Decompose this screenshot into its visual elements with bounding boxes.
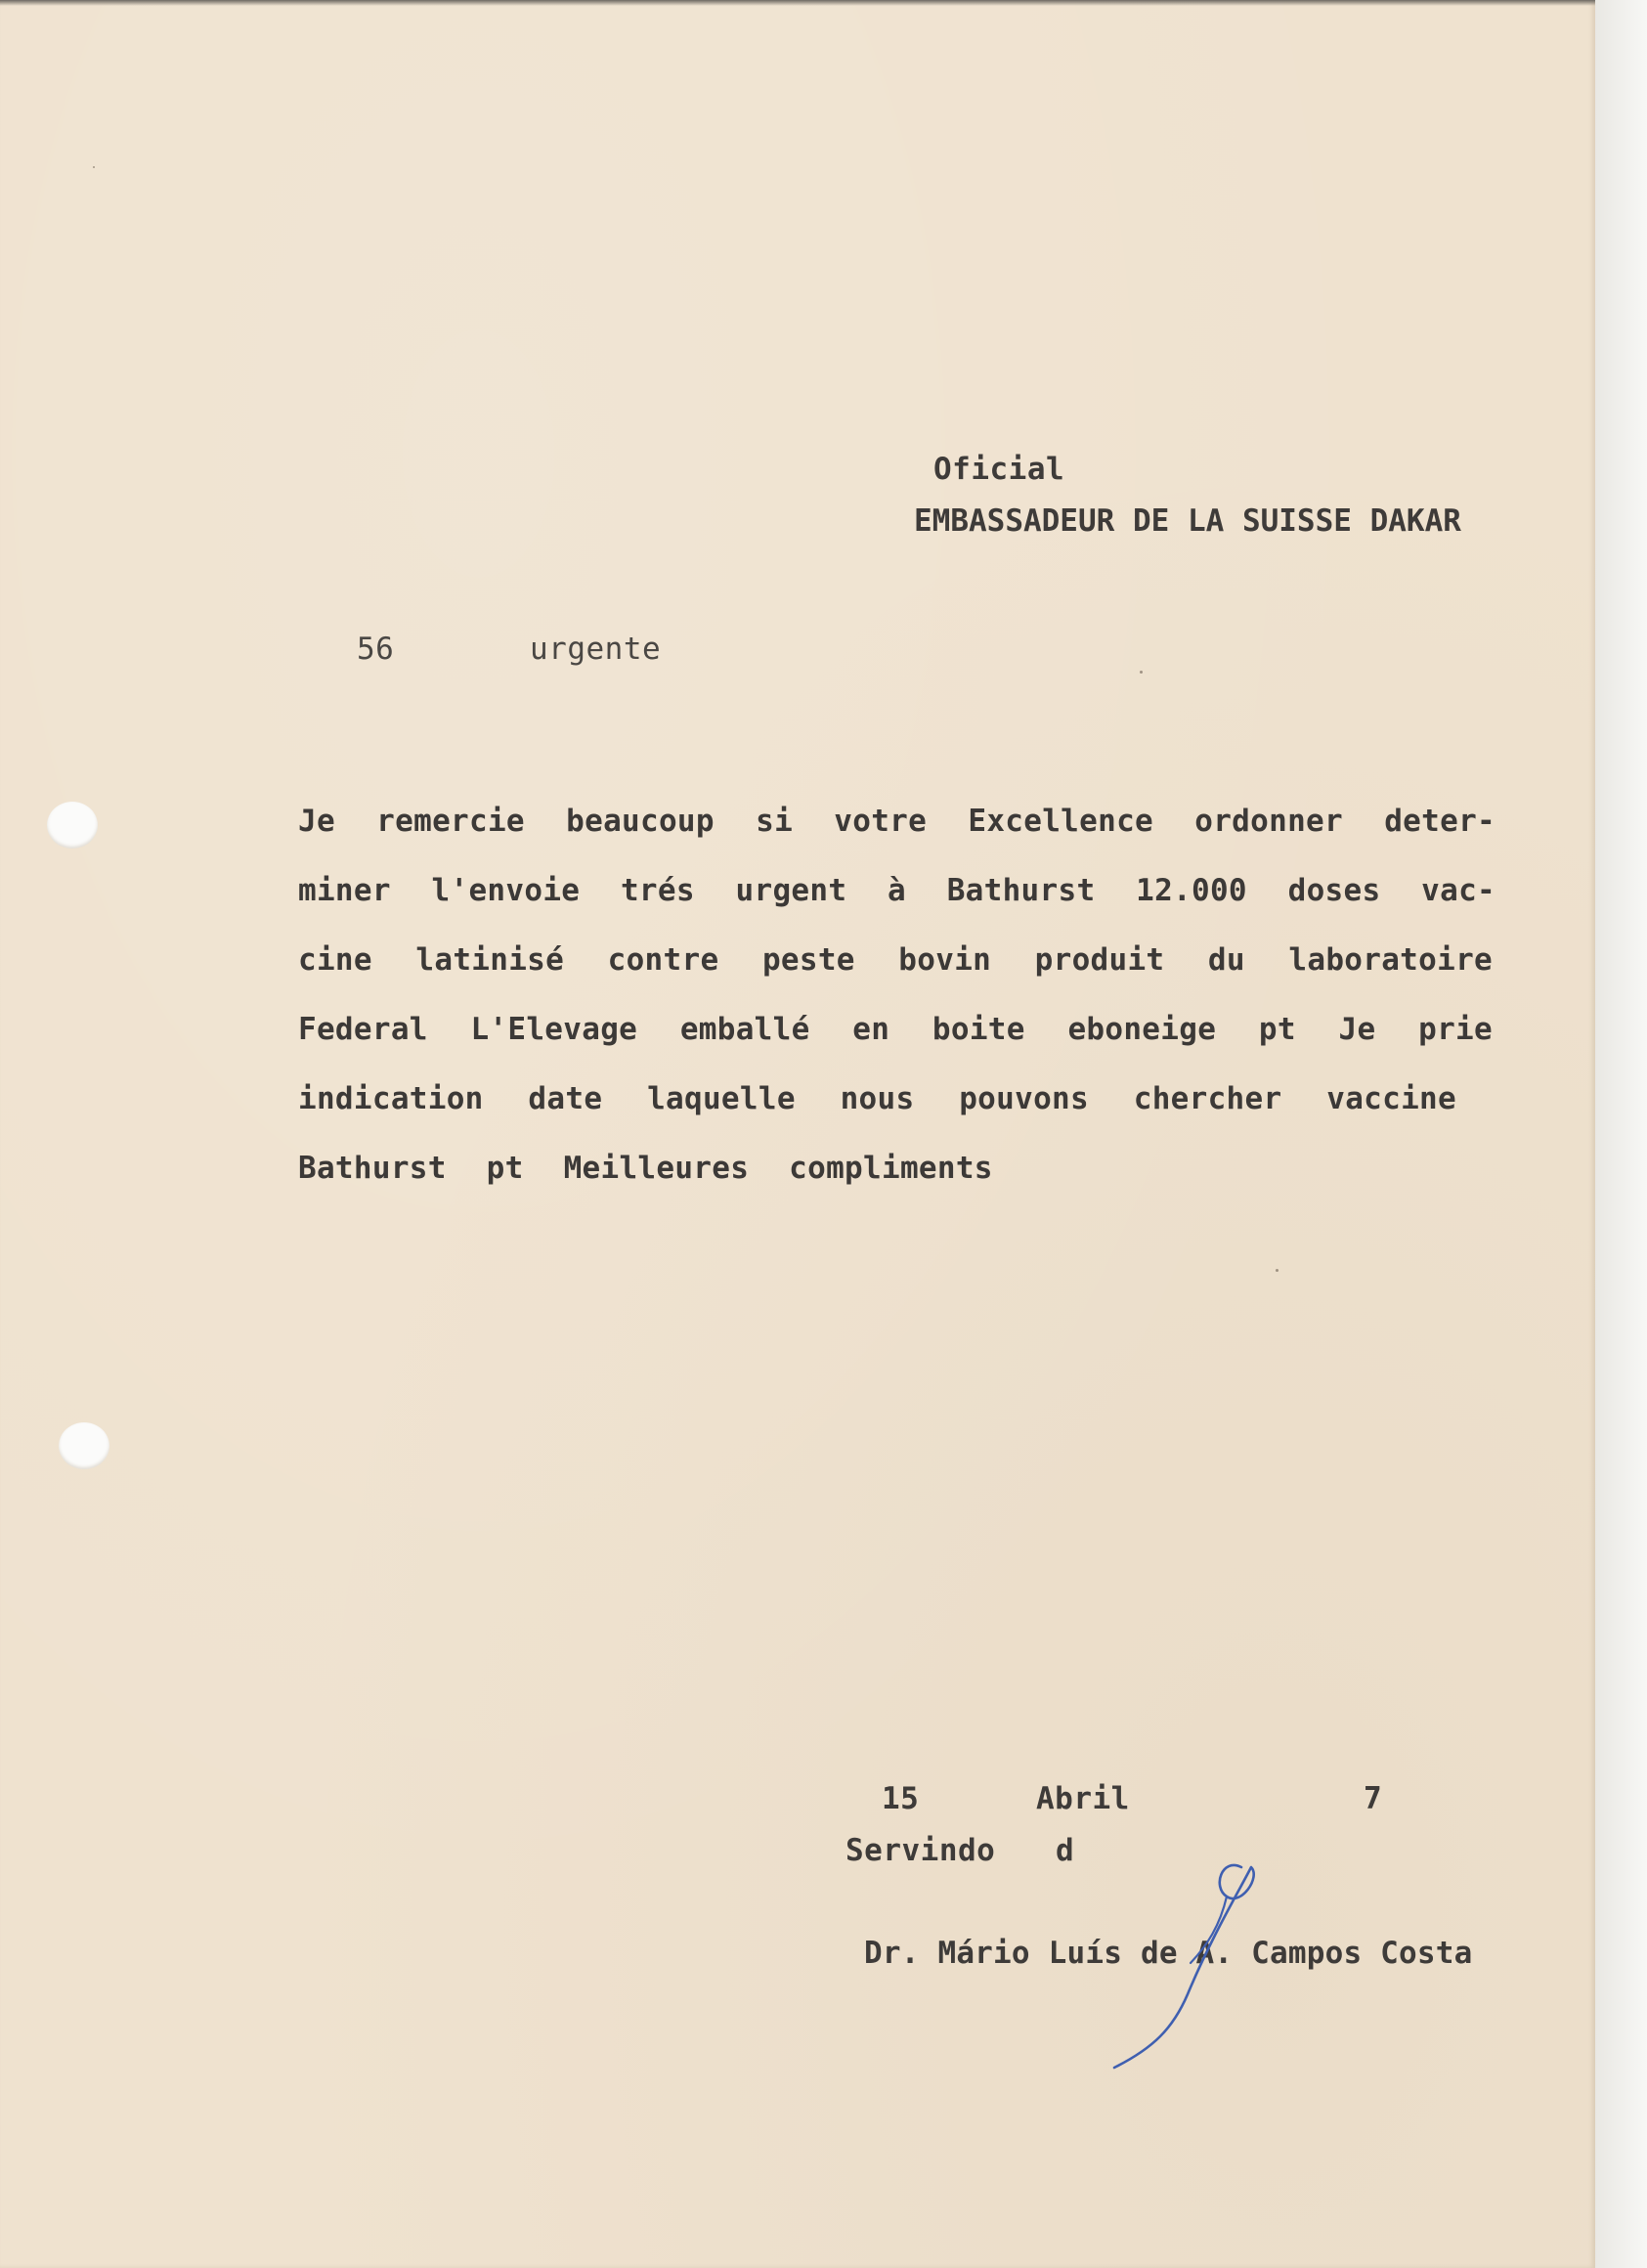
date-month: Abril <box>1036 1781 1130 1816</box>
date-year-digit: 7 <box>1364 1781 1383 1816</box>
servindo-label: Servindo <box>845 1833 996 1868</box>
servindo-letter: d <box>1056 1833 1075 1868</box>
top-edge-shadow <box>0 0 1595 6</box>
scan-background-edge <box>1595 0 1647 2268</box>
signatory-name: Dr. Mário Luís de A. Campos Costa <box>864 1936 1473 1971</box>
paper-speck <box>1140 671 1143 674</box>
message-line: Bathurst pt Meilleures compliments <box>298 1151 993 1186</box>
signature-mark <box>1095 1848 1310 2082</box>
message-line: indication date laquelle nous pouvons chercher vaccine <box>298 1081 1456 1116</box>
punch-hole-top <box>47 802 98 849</box>
punch-hole-bottom <box>59 1422 109 1469</box>
message-line: Federal L'Elevage emballé en boite eboneige pt Je prie <box>298 1012 1493 1047</box>
message-line: cine latinisé contre peste bovin produit du laboratoire <box>298 942 1493 978</box>
priority-label: urgente <box>530 632 662 667</box>
header-recipient: EMBASSADEUR DE LA SUISSE DAKAR <box>914 503 1461 539</box>
message-line: miner l'envoie trés urgent à Bathurst 12.000 doses vac- <box>298 873 1495 908</box>
paper-speck <box>93 166 95 168</box>
message-line: Je remercie beaucoup si votre Excellence ordonner deter- <box>298 804 1495 839</box>
date-day: 15 <box>882 1781 920 1816</box>
paper-speck <box>1276 1269 1279 1272</box>
reference-number: 56 <box>357 632 395 667</box>
header-oficial: Oficial <box>933 452 1065 487</box>
